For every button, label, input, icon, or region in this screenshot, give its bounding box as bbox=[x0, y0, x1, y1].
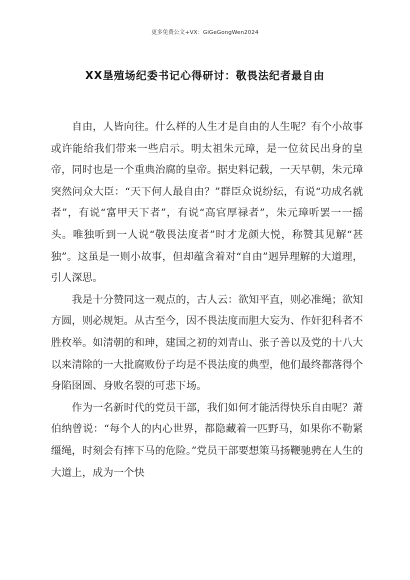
paragraph: 自由，人皆向往。什么样的人生才是自由的人生呢？有个小故事或许能给我们带来一些启示。明太祖朱元璋，是一位贫民出身的皇帝，同时也是一个重典治腐的皇帝。据史料记载，一天早朝，朱元璋突然问众大臣：“天下何人最自由？”群臣众说纷纭，有说“功成名就者”，有说“富甲天下者”，有说“高官厚禄者”，朱元璋听罢一一摇头。唯独听到一人说“敬畏法度者”时才龙颜大悦，称赞其见解“甚独”。这虽是一则小故事，但却蕴含着对“自由”迥异理解的大道理，引人深思。 bbox=[51, 121, 363, 285]
document-body bbox=[51, 117, 363, 484]
document-title: XX垦殖场纪委书记心得研讨：敬畏法纪者最自由 bbox=[85, 70, 325, 82]
header-note: 更多免费公文+VX：GiGeGongWen2024 bbox=[151, 30, 259, 36]
paragraph: 我是十分赞同这一观点的，古人云：欲知平直，则必准绳；欲知方圆，则必规矩。从古至今，因不畏法度而胆大妄为、作奸犯科者不胜枚举。如清朝的和珅，建国之初的刘青山、张子善以及党的十八大以来清除的一大批腐败份子均是不畏法度的典型，他们最终都落得个身陷囹圄、身败名裂的可悲下场。 bbox=[51, 293, 363, 393]
paragraph: 作为一名新时代的党员干部，我们如何才能活得快乐自由呢？萧伯纳曾说：“每个人的内心世界，都隐藏着一匹野马，如果你不勒紧缰绳，时刻会有摔下马的危险。”党员干部要想策马扬鞭驰骋在人生的大道上，成为一个快 bbox=[51, 401, 363, 479]
